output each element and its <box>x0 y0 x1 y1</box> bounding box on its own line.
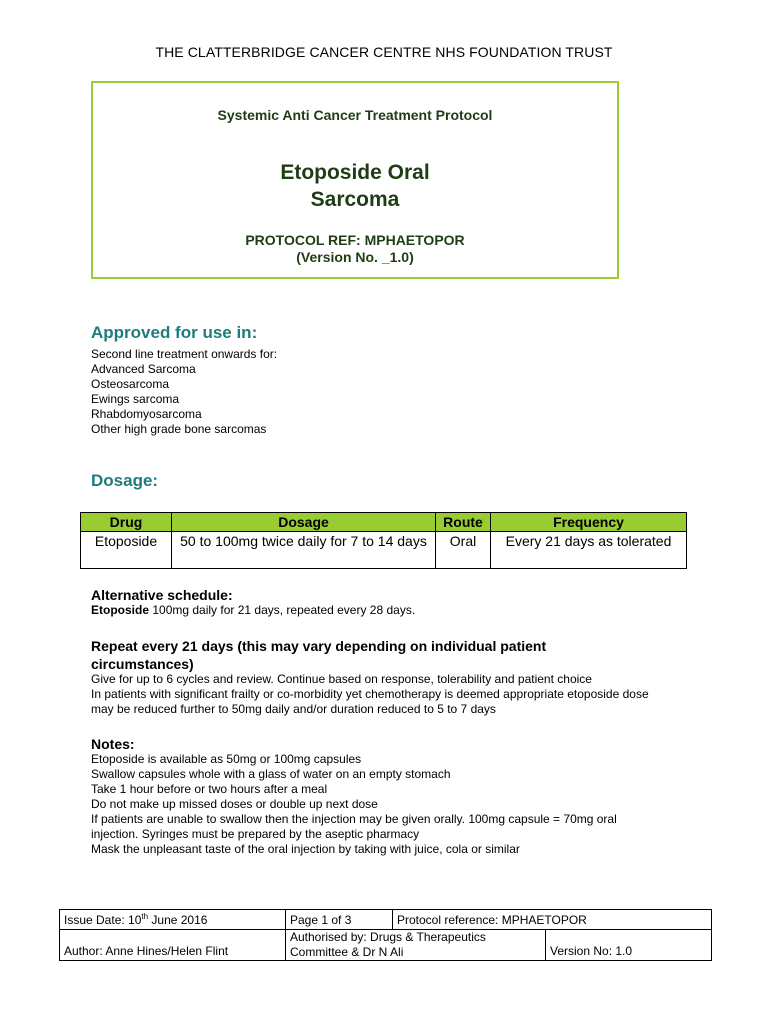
alternative-heading: Alternative schedule: <box>91 587 233 603</box>
cell-frequency: Every 21 days as tolerated <box>491 532 687 569</box>
authorised-line1: Authorised by: Drugs & Therapeutics <box>290 930 486 944</box>
footer-author: Author: Anne Hines/Helen Flint <box>60 930 286 961</box>
note-line: injection. Syringes must be prepared by the aseptic pharmacy <box>91 827 420 841</box>
note-line: Etoposide is available as 50mg or 100mg capsules <box>91 752 362 766</box>
approved-item: Osteosarcoma <box>91 377 170 391</box>
repeat-line: Give for up to 6 cycles and review. Continue based on response, tolerability and patient choice <box>91 672 592 686</box>
footer-protocol-ref: Protocol reference: MPHAETOPOR <box>393 910 712 930</box>
alternative-detail: 100mg daily for 21 days, repeated every 28 days. <box>149 603 416 617</box>
protocol-subtitle: Systemic Anti Cancer Treatment Protocol <box>217 107 493 123</box>
repeat-heading-line1: Repeat every 21 days (this may vary depending on individual patient <box>91 638 547 654</box>
note-line: Swallow capsules whole with a glass of water on an empty stomach <box>91 767 451 781</box>
column-header-drug: Drug <box>81 513 172 532</box>
approved-item: Advanced Sarcoma <box>91 362 196 376</box>
approved-item: Ewings sarcoma <box>91 392 180 406</box>
cell-route: Oral <box>436 532 491 569</box>
dosage-table <box>80 512 687 569</box>
dosage-heading: Dosage: <box>91 471 159 490</box>
notes-heading: Notes: <box>91 736 135 752</box>
alternative-text <box>91 603 415 618</box>
approved-heading: Approved for use in: <box>91 323 258 342</box>
cell-dosage: 50 to 100mg twice daily for 7 to 14 days <box>172 532 436 569</box>
protocol-title-box <box>91 81 619 279</box>
alternative-drug: Etoposide <box>91 603 150 617</box>
cell-drug: Etoposide <box>81 532 172 569</box>
note-line: If patients are unable to swallow then the injection may be given orally. 100mg capsule = 70mg oral <box>91 812 617 826</box>
footer-authorised <box>286 930 546 961</box>
protocol-title-indication: Sarcoma <box>310 188 400 211</box>
document-footer <box>59 909 712 961</box>
protocol-version: (Version No. _1.0) <box>296 249 414 265</box>
protocol-title-drug: Etoposide Oral <box>280 161 430 184</box>
dosage-table-header <box>81 513 687 532</box>
table-row <box>81 532 687 569</box>
footer-version: Version No: 1.0 <box>546 930 712 961</box>
approved-item: Other high grade bone sarcomas <box>91 422 267 436</box>
column-header-dosage: Dosage <box>172 513 436 532</box>
approved-list <box>91 347 277 437</box>
note-line: Mask the unpleasant taste of the oral injection by taking with juice, cola or similar <box>91 842 520 856</box>
authorised-line2: Committee & Dr N Ali <box>290 945 404 959</box>
issue-date-rest: June 2016 <box>148 913 208 927</box>
issue-date-suffix: th <box>141 912 149 921</box>
note-line: Do not make up missed doses or double up next dose <box>91 797 378 811</box>
notes-list <box>91 752 617 857</box>
repeat-heading-line2: circumstances) <box>91 656 194 672</box>
protocol-ref: PROTOCOL REF: MPHAETOPOR <box>245 232 465 248</box>
approved-item: Rhabdomyosarcoma <box>91 407 202 421</box>
column-header-frequency: Frequency <box>491 513 687 532</box>
column-header-route: Route <box>436 513 491 532</box>
repeat-text <box>91 672 649 717</box>
note-line: Take 1 hour before or two hours after a meal <box>91 782 328 796</box>
organization-header: THE CLATTERBRIDGE CANCER CENTRE NHS FOUNDATION TRUST <box>155 44 613 60</box>
repeat-line: may be reduced further to 50mg daily and/or duration reduced to 5 to 7 days <box>91 702 496 716</box>
footer-issue-date <box>60 910 286 930</box>
approved-item: Second line treatment onwards for: <box>91 347 278 361</box>
repeat-line: In patients with significant frailty or co-morbidity yet chemotherapy is deemed appropriate etoposide dose <box>91 687 649 701</box>
issue-date-day: Issue Date: 10 <box>64 913 142 927</box>
footer-page: Page 1 of 3 <box>286 910 393 930</box>
